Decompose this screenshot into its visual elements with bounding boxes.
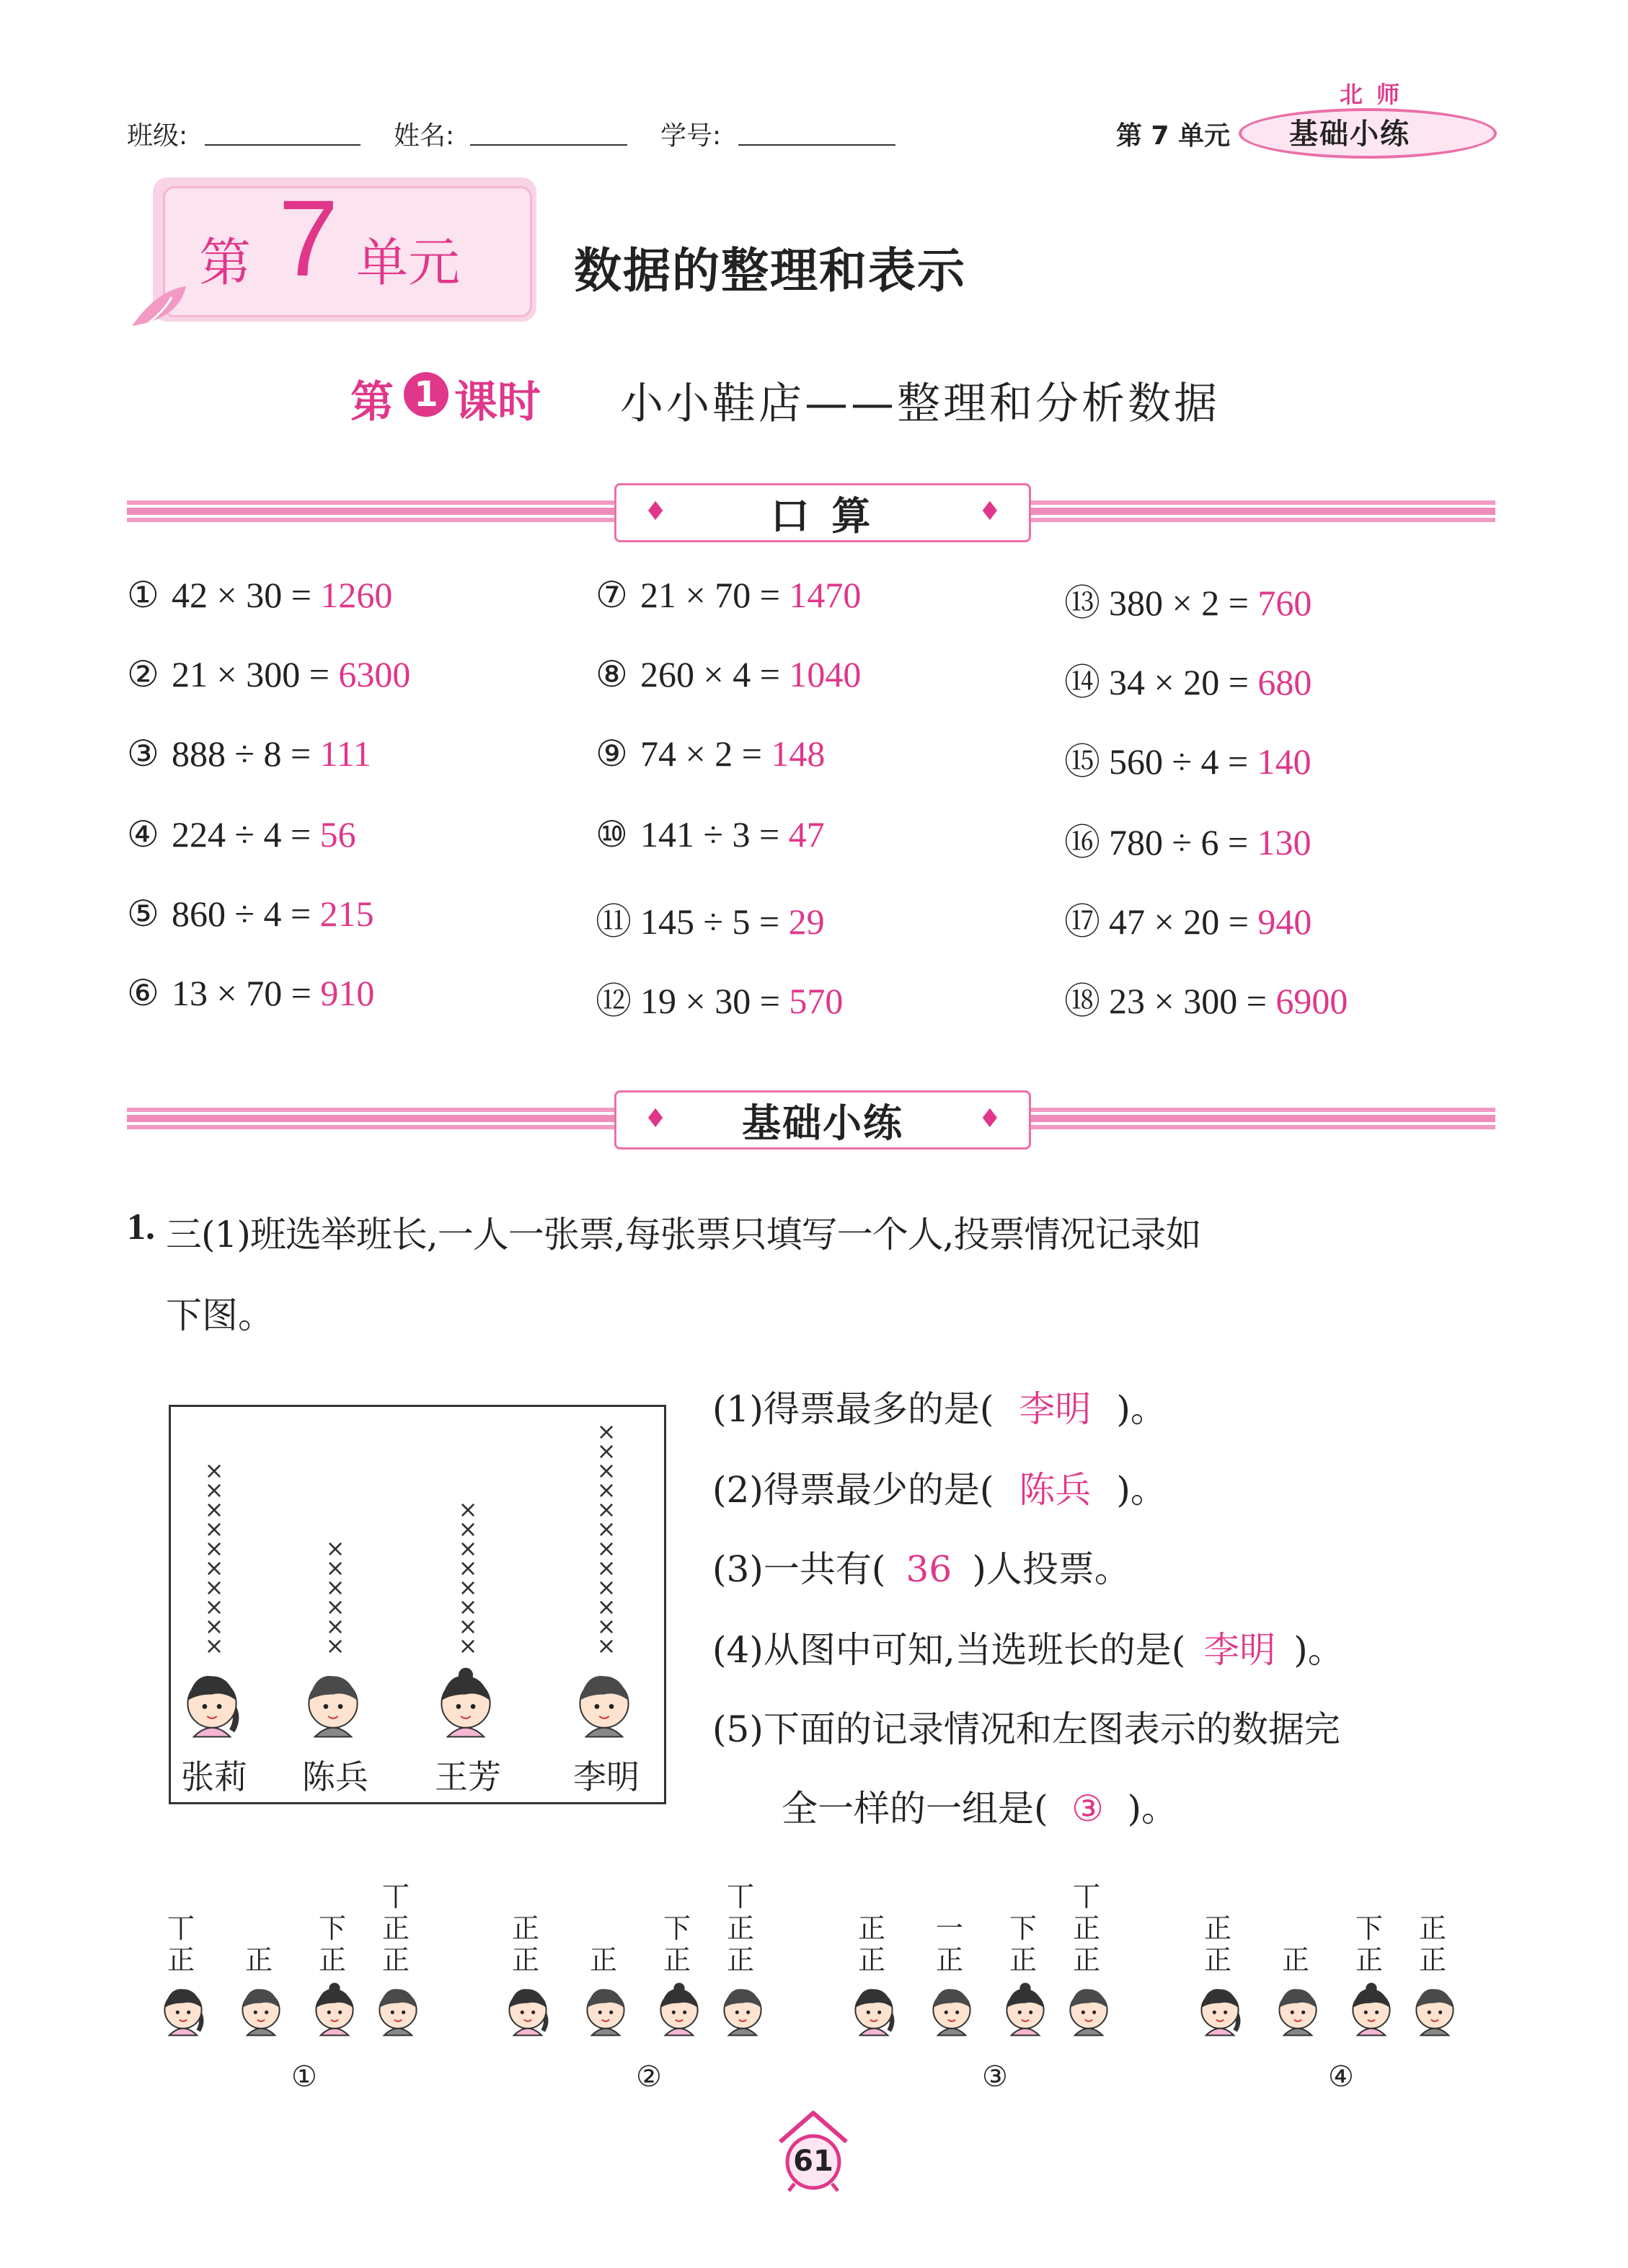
section-header-basic xyxy=(614,1090,1031,1150)
tally-mark: 正 xyxy=(1203,1944,1231,1976)
question xyxy=(712,1380,1167,1432)
tally-mark: 正 xyxy=(1072,1912,1100,1944)
problem-index: ⑬ xyxy=(1064,583,1100,623)
avatar xyxy=(435,1670,496,1739)
diamond-icon: ♦ xyxy=(644,1104,668,1134)
tally-mark: 下 xyxy=(663,1912,691,1944)
problem-index: ⑩ xyxy=(596,814,628,855)
unit-prefix: 第 xyxy=(199,232,252,293)
oral-problem xyxy=(596,893,825,945)
tally-mark: 正 xyxy=(244,1944,273,1976)
avatar xyxy=(160,1985,206,2038)
tally-mark: 正 xyxy=(1281,1944,1309,1976)
problem-expression: 888 ÷ 8 = xyxy=(172,733,320,774)
question-text-end: )。 xyxy=(1127,1788,1178,1830)
problem-answer[interactable]: 47 xyxy=(788,814,825,855)
problem-expression: 23 × 300 = xyxy=(1109,981,1276,1021)
question-text: (1)得票最多的是( xyxy=(712,1388,994,1430)
tally-mark: 正 xyxy=(511,1912,539,1944)
avatar xyxy=(375,1985,421,2038)
problem-answer[interactable]: 1470 xyxy=(789,575,862,615)
oral-problem xyxy=(1064,813,1311,865)
brand-logo: 基础小练 xyxy=(1289,118,1410,151)
problem-number: 1. xyxy=(127,1206,155,1248)
lesson-suffix: 课时 xyxy=(454,377,541,428)
question-text: (3)一共有( xyxy=(712,1548,886,1590)
avatar xyxy=(929,1985,975,2038)
question xyxy=(782,1780,1177,1832)
avatar xyxy=(656,1985,702,2038)
problem-expression: 21 × 300 = xyxy=(172,654,339,694)
problem-index: ② xyxy=(127,654,159,694)
question xyxy=(712,1540,1131,1592)
oral-problem xyxy=(596,574,861,616)
oral-problem xyxy=(127,893,374,935)
unit-title: 数据的整理和表示 xyxy=(574,243,966,299)
oral-problem xyxy=(596,733,825,775)
tally-mark: 丅 xyxy=(381,1881,410,1912)
avatar xyxy=(1066,1985,1112,2038)
answer-blank[interactable]: 36 xyxy=(906,1548,952,1590)
question-text-end: )。 xyxy=(1116,1388,1167,1430)
avatar xyxy=(182,1670,242,1739)
tally-mark: 正 xyxy=(1203,1912,1231,1944)
avatar xyxy=(851,1985,897,2038)
oral-problem xyxy=(127,972,374,1014)
problem-answer[interactable]: 6900 xyxy=(1275,981,1348,1021)
problem-answer[interactable]: 1260 xyxy=(320,575,393,615)
option-label[interactable]: ③ xyxy=(982,2060,1008,2093)
tally-mark: 丅 xyxy=(1072,1881,1100,1912)
lesson-prefix: 第 xyxy=(350,377,394,428)
problem-text-line1: 三(1)班选举班长,一人一张票,每张票只填写一个人,投票情况记录如 xyxy=(166,1214,1201,1256)
avatar xyxy=(505,1985,551,2038)
problem-answer[interactable]: 140 xyxy=(1257,741,1311,782)
option-label[interactable]: ② xyxy=(636,2060,662,2093)
answer-blank[interactable]: 李明 xyxy=(1203,1629,1276,1671)
avatar xyxy=(1412,1985,1458,2038)
tally-mark: 正 xyxy=(857,1944,885,1976)
tally-mark: 下 xyxy=(1355,1912,1383,1944)
problem-answer[interactable]: 6300 xyxy=(338,654,411,694)
question-text: (2)得票最少的是( xyxy=(712,1469,994,1511)
name-field[interactable] xyxy=(470,144,627,146)
problem-expression: 141 ÷ 3 = xyxy=(640,814,789,855)
problem-index: ⑨ xyxy=(596,733,628,774)
tally-mark: 正 xyxy=(318,1944,346,1976)
candidate-name: 陈兵 xyxy=(302,1757,368,1796)
problem-answer[interactable]: 56 xyxy=(319,814,356,855)
tally-mark: 下 xyxy=(1009,1912,1037,1944)
problem-answer[interactable]: 680 xyxy=(1257,662,1312,702)
leaf-icon xyxy=(128,283,193,333)
problem-answer[interactable]: 1040 xyxy=(789,654,862,694)
unit-label: 第 7 单元 xyxy=(1116,121,1231,151)
problem-expression: 47 × 20 = xyxy=(1109,901,1258,942)
problem-answer[interactable]: 215 xyxy=(319,893,374,934)
problem-answer[interactable]: 130 xyxy=(1257,822,1311,862)
problem-answer[interactable]: 940 xyxy=(1257,901,1312,942)
oral-problem xyxy=(1064,972,1348,1024)
diamond-icon: ♦ xyxy=(644,497,668,526)
vote-chart-frame xyxy=(169,1405,666,1804)
answer-blank[interactable]: ③ xyxy=(1071,1788,1104,1830)
tally-mark: 丅 xyxy=(726,1881,754,1912)
problem-expression: 224 ÷ 4 = xyxy=(172,814,320,855)
problem-expression: 19 × 30 = xyxy=(640,981,789,1021)
avatar xyxy=(574,1670,634,1739)
avatar xyxy=(1197,1985,1243,2038)
tally-mark: 正 xyxy=(589,1944,617,1976)
problem-index: ⑭ xyxy=(1064,662,1100,702)
problem-answer[interactable]: 148 xyxy=(771,733,826,774)
problem-answer[interactable]: 570 xyxy=(789,981,844,1021)
avatar xyxy=(1275,1985,1321,2038)
problem-index: ⑧ xyxy=(596,654,628,694)
tally-mark: 正 xyxy=(381,1944,410,1976)
oral-problem xyxy=(1064,574,1311,626)
tally-mark: 正 xyxy=(935,1944,963,1976)
vote-mark-column: × × × × × × xyxy=(325,1535,345,1659)
section-title-basic: 基础小练 xyxy=(742,1100,903,1146)
problem-text-line2: 下图。 xyxy=(166,1294,274,1336)
question xyxy=(712,1461,1167,1513)
problem-expression: 260 × 4 = xyxy=(640,654,789,694)
tally-mark: 正 xyxy=(511,1944,539,1976)
lesson-title: 小小鞋店——整理和分析数据 xyxy=(620,379,1220,429)
avatar xyxy=(303,1670,363,1739)
problem-index: ⑮ xyxy=(1064,741,1100,782)
problem-answer[interactable]: 760 xyxy=(1257,583,1312,623)
candidate-name: 李明 xyxy=(573,1757,640,1796)
question xyxy=(712,1621,1344,1673)
avatar xyxy=(311,1985,358,2038)
problem-expression: 780 ÷ 6 = xyxy=(1109,822,1257,862)
vote-mark-column: × × × × × × × × × × × × xyxy=(596,1418,616,1659)
candidate-name: 张莉 xyxy=(181,1757,247,1796)
tally-mark: 一 xyxy=(935,1912,963,1944)
problem-answer[interactable]: 111 xyxy=(319,733,371,774)
avatar xyxy=(238,1985,284,2038)
problem-expression: 13 × 70 = xyxy=(172,973,321,1013)
question xyxy=(712,1700,1340,1752)
tally-mark: 正 xyxy=(857,1912,885,1944)
problem-answer[interactable]: 910 xyxy=(320,973,375,1013)
problem-index: ⑤ xyxy=(127,893,159,934)
problem-expression: 560 ÷ 4 = xyxy=(1109,741,1257,782)
problem-index: ⑪ xyxy=(596,901,632,942)
class-field[interactable] xyxy=(205,144,360,146)
question-text-end: )。 xyxy=(1116,1469,1167,1511)
answer-blank[interactable]: 李明 xyxy=(1019,1388,1092,1430)
tally-mark: 正 xyxy=(1072,1944,1100,1976)
brand-top: 北 师 xyxy=(1340,81,1403,108)
question-text-end: )。 xyxy=(1293,1629,1344,1671)
option-label[interactable]: ① xyxy=(291,2060,317,2093)
problem-index: ⑱ xyxy=(1064,981,1100,1021)
avatar xyxy=(1002,1985,1048,2038)
tally-mark: 正 xyxy=(726,1912,754,1944)
problem-index: ⑰ xyxy=(1064,901,1100,942)
oral-problem xyxy=(596,653,861,695)
problem-expression: 860 ÷ 4 = xyxy=(172,893,320,934)
tally-mark: 正 xyxy=(1418,1944,1446,1976)
problem-index: ④ xyxy=(127,814,159,855)
avatar xyxy=(1348,1985,1394,2038)
question-text: (5)下面的记录情况和左图表示的数据完 xyxy=(712,1708,1340,1750)
tally-mark: 正 xyxy=(1355,1944,1383,1976)
vote-mark-column: × × × × × × × × xyxy=(458,1496,478,1659)
avatar xyxy=(720,1985,766,2038)
unit-number: 7 xyxy=(278,177,339,299)
lesson-number-badge: 1 xyxy=(404,372,448,417)
candidate-name: 王芳 xyxy=(435,1757,501,1796)
oral-problem xyxy=(1064,893,1311,945)
question-text-end: )人投票。 xyxy=(972,1548,1131,1590)
problem-expression: 380 × 2 = xyxy=(1109,583,1258,623)
problem-answer[interactable]: 29 xyxy=(788,901,825,942)
problem-index: ⑦ xyxy=(596,575,628,615)
oral-problem xyxy=(127,574,392,616)
tally-mark: 丅 xyxy=(167,1912,195,1944)
student-id-field[interactable] xyxy=(738,144,895,146)
section-title-oral: 口 算 xyxy=(770,493,875,539)
class-label: 班级: xyxy=(127,121,188,151)
problem-expression: 74 × 2 = xyxy=(640,733,771,774)
name-label: 姓名: xyxy=(394,121,455,151)
problem-index: ① xyxy=(127,575,159,615)
unit-suffix: 单元 xyxy=(356,232,461,293)
question-text: (4)从图中可知,当选班长的是( xyxy=(712,1629,1186,1671)
page-number: 61 xyxy=(793,2145,833,2178)
problem-index: ⑥ xyxy=(127,973,159,1013)
tally-mark: 正 xyxy=(381,1912,410,1944)
section-header-oral xyxy=(614,483,1031,542)
oral-problem xyxy=(1064,733,1311,785)
tally-mark: 正 xyxy=(1418,1912,1446,1944)
tally-mark: 正 xyxy=(167,1944,195,1976)
tally-mark: 下 xyxy=(318,1912,346,1944)
diamond-icon: ♦ xyxy=(978,1104,1001,1134)
diamond-icon: ♦ xyxy=(978,497,1001,526)
problem-index: ⑫ xyxy=(596,981,632,1021)
student-id-label: 学号: xyxy=(660,121,722,151)
oral-problem xyxy=(596,972,843,1024)
oral-problem xyxy=(1064,653,1311,705)
problem-index: ③ xyxy=(127,733,159,774)
answer-blank[interactable]: 陈兵 xyxy=(1019,1469,1092,1511)
oral-problem xyxy=(596,813,825,855)
oral-problem xyxy=(127,733,371,775)
problem-expression: 34 × 20 = xyxy=(1109,662,1258,702)
problem-expression: 42 × 30 = xyxy=(172,575,321,615)
oral-problem xyxy=(127,653,410,695)
oral-problem xyxy=(127,813,356,855)
vote-mark-column: × × × × × × × × × × xyxy=(204,1457,224,1659)
tally-mark: 正 xyxy=(726,1944,754,1976)
tally-mark: 正 xyxy=(663,1944,691,1976)
tally-mark: 正 xyxy=(1009,1944,1037,1976)
problem-expression: 21 × 70 = xyxy=(640,575,789,615)
problem-index: ⑯ xyxy=(1064,822,1100,862)
avatar xyxy=(583,1985,629,2038)
option-label[interactable]: ④ xyxy=(1328,2060,1354,2093)
question-text: 全一样的一组是( xyxy=(782,1788,1048,1830)
problem-expression: 145 ÷ 5 = xyxy=(640,901,789,942)
